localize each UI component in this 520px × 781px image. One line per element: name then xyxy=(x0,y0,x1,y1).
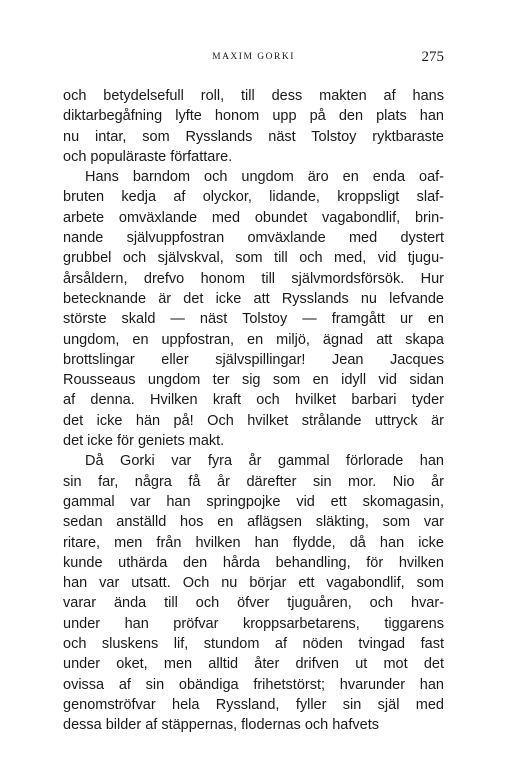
text-line: gammal var han springpojke vid ett skomagasin, xyxy=(63,493,444,510)
text-line: ritare, men från hvilken han flydde, då han icke xyxy=(63,534,444,551)
text-line: kunde uthärda den hårda behandling, för hvilken xyxy=(63,554,444,571)
page-header xyxy=(63,50,444,70)
text-line: af denna. Hvilken kraft och hvilket barbari tyder xyxy=(63,392,444,409)
text-line: och betydelsefull roll, till dess makten af hans xyxy=(63,88,444,104)
page-number: 275 xyxy=(421,49,444,65)
text-line: under han pröfvar kroppsarbetarens, tiggarens xyxy=(63,615,444,632)
text-line: störste skald — näst Tolstoy — framgått ur en xyxy=(63,311,444,328)
text-line: det icke hän på! Och hvilket strålande uttryck är xyxy=(63,412,444,429)
paragraph xyxy=(63,167,444,451)
text-line: ungdom, en uppfostran, en miljö, ägnad att skapa xyxy=(63,331,444,348)
text-line: och populäraste författare. xyxy=(63,148,233,165)
text-line: sedan anställd hos en aflägsen släkting, som var xyxy=(63,514,444,531)
text-line: nu intar, som Rysslands näst Tolstoy ryktbaraste xyxy=(63,128,444,145)
text-line: genomströfvar hela Ryssland, fyller sin själ med xyxy=(63,696,444,713)
text-line: ovissa af sin obändiga frihetstörst; hvarunder han xyxy=(63,676,444,693)
text-line: varar ända till och öfver tjuguåren, och hvar- xyxy=(63,595,444,612)
text-line: det icke för geniets makt. xyxy=(63,433,225,450)
text-line: dessa bilder af stäppernas, flodernas och hafvets xyxy=(63,717,379,734)
paragraph xyxy=(63,86,444,167)
text-line: betecknande är det icke att Rysslands nu lefvande xyxy=(63,290,444,307)
paragraph xyxy=(63,451,444,735)
body-text xyxy=(63,86,444,736)
text-line: diktarbegåfning lyfte honom upp på den plats han xyxy=(63,108,444,125)
text-line: sin far, några få år därefter sin mor. Nio år xyxy=(63,473,444,490)
text-line: bruten kedja af olyckor, lidande, kroppsligt slaf- xyxy=(63,189,444,206)
text-line: under oket, men alltid åter drifven ut mot det xyxy=(63,656,444,673)
text-line: årsåldern, drefvo honom till självmordsförsök. Hur xyxy=(63,270,444,287)
text-line: arbete omväxlande med obundet vagabondlif, brin- xyxy=(63,209,444,226)
text-line: nande självuppfostran omväxlande med dystert xyxy=(63,230,444,247)
text-line: och sluskens lif, stundom af nöden tvingad fast xyxy=(63,636,444,653)
running-head: MAXIM GORKI xyxy=(212,52,295,62)
text-line: brottslingar eller självspillingar! Jean Jacques xyxy=(63,351,444,368)
text-line: Rousseaus ungdom ter sig som en idyll vid sidan xyxy=(63,372,444,389)
text-line: Hans barndom och ungdom äro en enda oaf- xyxy=(85,169,444,186)
text-line: han var utsatt. Och nu börjar ett vagabondlif, som xyxy=(63,575,444,592)
text-line: grubbel och självskval, som till och med, vid tjugu- xyxy=(63,250,444,267)
text-line: Då Gorki var fyra år gammal förlorade han xyxy=(85,453,444,470)
